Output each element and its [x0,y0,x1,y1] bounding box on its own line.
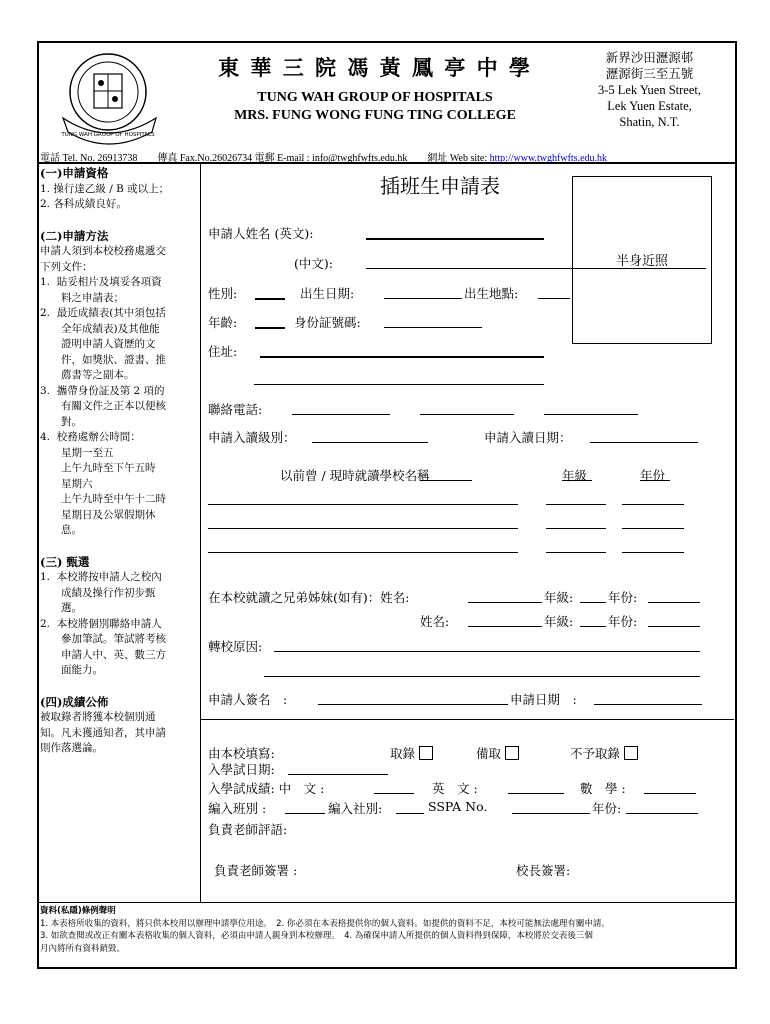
prev-grade-2[interactable] [546,528,606,529]
s2-line: 星期日及公眾假期休 [40,508,156,521]
s4-line: 則作落選論。 [40,742,103,754]
s2-line: 申請人須到本校校務處遞交 [40,245,166,257]
field-name-cn[interactable] [366,268,706,269]
label-scores: 入學試成績: 中 文 : [208,781,325,796]
school-name-en-2: MRS. FUNG WONG FUNG TING COLLEGE [234,108,516,123]
sidebar-divider [200,164,201,902]
field-level[interactable] [312,442,428,443]
label-comment: 負責老師評語: [208,822,288,837]
label-name-cn: (中文): [294,256,333,271]
s2-line: 星期六 [40,477,93,490]
office-divider [201,719,734,720]
s2-line: 2. 最近成績表(其中須包括 [40,307,166,319]
office-title: 由本校填寫: [208,746,275,761]
header-prev-year: 年份 [640,468,666,483]
sidebar: (一)申請資格 1. 操行達乙級 / B 或以上； 2. 各科成績良好。 (二)申請方法 申請人須到本校校務處遞交 下列文件： 1. 貼妥相片及填妥各項資 料之申請表； 2. 最近成績表(其中須包括 全年成績表)及其他能 證明申請人資歷的文 件，如獎狀、證書、推 薦書等之副本。 3. 攜帶身份証及第 2 項的 有關文件之正本以便核 對。 4. 校務處辦公時間： 星期一至五 上午九時至下午五時 星期六 上午九時至中午十二時 星期日及公眾假期休 息。 (三) 甄選 1. 本校將按申請人之校內 成績及操行作初步甄 選。 2. 本校將個別聯絡申請人 參加筆試。筆試將考核 申請人中、英、數三方 面能力。 (四)成績公佈 被取錄者將獲本校個別通 知。凡未獲通知者，其申請 則作落選論。 [40,166,198,757]
privacy-divider [37,902,735,903]
s3-line: 1. 本校將按申請人之校內 [40,571,162,583]
field-sib-name-1[interactable] [468,602,542,603]
s2-list [40,244,198,539]
field-house[interactable] [396,813,424,814]
label-class: 編入班別 : [208,801,267,816]
svg-text:TUNG WAH GROUP OF HOSPITALS: TUNG WAH GROUP OF HOSPITALS [61,132,155,138]
field-pob[interactable] [538,298,570,299]
field-ssps[interactable] [512,813,590,814]
s2-line: 息。 [40,524,82,536]
s3-list [40,570,198,679]
field-phone-2[interactable] [420,414,514,415]
s3-line: 面能力。 [40,664,103,676]
label-phone: 聯絡電話: [208,402,263,417]
label-sign: 申請人簽名 : [208,692,288,707]
s4-line: 知。凡未獲通知者，其申請 [40,726,166,739]
field-sib-year-2[interactable] [648,626,700,627]
field-id[interactable] [384,327,482,328]
field-dob[interactable] [384,298,462,299]
label-sibling: 在本校就讀之兄弟姊妹(如有)：姓名: [208,590,410,605]
privacy-block: 資料(私隱)條例聲明 1. 本表格所收集的資料，將只供本校用以辦理申請學位用途。 2. 你必須在本表格提供你的個人資料。如提供的資料不足，本校可能無法處理有關申請。 3. 如欲查閱或改正有關本表格收集的個人資料，必須由申請人親身到本校辦理。 4. 為確保申請人所提供的個人資料得到保障，本校將於交表後三個 月內將所有資料銷毀。 [40,905,730,955]
label-address: 住址: [208,344,238,359]
field-phone-1[interactable] [292,414,390,415]
field-math[interactable] [644,793,696,794]
field-office-year[interactable] [626,813,698,814]
s2-line: 證明申請人資歷的文 [40,338,156,350]
s4-line: 被取錄者將獲本校個別通 [40,711,156,723]
label-level: 申請入讀級別： [208,430,296,445]
office-admit[interactable]: 取錄 [390,744,433,762]
waitlist-checkbox[interactable] [505,746,519,760]
s2-line: 有關文件之正本以便核 [40,400,166,412]
s2-line: 件，如獎狀、證書、推 [40,353,166,366]
website-link[interactable]: http://www.twghfwfts.edu.hk [489,153,608,164]
s1-title: (一)申請資格 [40,166,109,180]
prev-grade-1[interactable] [546,504,606,505]
label-exam-date: 入學試日期: [208,762,275,777]
s2-line: 3. 攜帶身份証及第 2 項的 [40,384,165,397]
prev-school-3[interactable] [208,552,518,553]
s2-line: 4. 校務處辦公時間： [40,431,141,443]
prev-year-3[interactable] [622,552,684,553]
label-id: 身份証號碼: [294,315,361,330]
s2-line: 對。 [40,415,82,428]
label-pob: 出生地點: [464,286,519,301]
school-name-cn: 東 華 三 院 馮 黃 鳳 亭 中 學 [218,55,532,80]
s3-line: 2. 本校將個別聯絡申請人 [40,617,162,630]
school-logo [58,48,163,148]
field-class[interactable] [285,813,325,814]
s2-line: 上午九時至中午十二時 [40,493,166,505]
field-name-en[interactable] [366,238,544,240]
field-sib-grade-2[interactable] [580,626,606,627]
field-sib-name-2[interactable] [468,626,542,627]
field-sib-year-1[interactable] [648,602,700,603]
prev-grade-3[interactable] [546,552,606,553]
field-chinese[interactable] [374,793,414,794]
field-date[interactable] [590,442,698,443]
contact-line: 電話 Tel. No. 26913738 傳真 Fax.No.26026734 電郵 E-mail : info@twghfwfts.edu.hk 網址 Web site: http://www.twghfwfts.edu.hk [40,153,608,164]
s2-line: 1. 貼妥相片及填妥各項資 [40,276,162,288]
label-sex: 性別: [208,286,238,301]
field-sib-grade-1[interactable] [580,602,606,603]
label-dob: 出生日期: [300,286,355,301]
school-address: 新界沙田瀝源邨 瀝源街三至五號 3-5 Lek Yuen Street, Lek Yuen Estate, Shatin, N.T. [598,51,701,129]
field-exam-date[interactable] [288,774,388,775]
label-name-en: 申請人姓名 (英文): [208,226,314,241]
s3-line: 參加筆試。筆試將考核 [40,633,166,645]
field-address-2[interactable] [254,384,544,385]
prev-year-1[interactable] [622,504,684,505]
s4-list [40,710,198,757]
s2-line: 全年成績表)及其他能 [40,322,160,335]
s2-line: 料之申請表； [40,291,124,304]
s2-line: 下列文件： [40,260,93,273]
label-reason: 轉校原因: [208,639,263,654]
label-principal-sign: 校長簽署: [516,863,571,878]
s3-line: 申請人中、英、數三方 [40,648,166,661]
field-english[interactable] [508,793,564,794]
field-sign-date[interactable] [594,704,702,705]
privacy-title: 資料(私隱)條例聲明 [40,906,116,916]
field-reason-1[interactable] [274,651,700,652]
s3-title: (三) 甄選 [40,554,90,569]
field-sex[interactable] [255,298,285,300]
s3-line: 選。 [40,602,82,614]
prev-school-2[interactable] [208,528,518,529]
prev-year-2[interactable] [622,528,684,529]
s2-title: (二)申請方法 [40,228,109,243]
s2-line: 薦書等之副本。 [40,369,135,381]
label-teacher-sign: 負責老師簽署 : [214,863,298,878]
prev-school-1[interactable] [208,504,518,505]
label-age: 年齡: [208,315,238,330]
label-sign-date: 申請日期 : [510,692,577,707]
header-prev-school: 以前曾 / 現時就讀學校名稱 [280,468,430,483]
office-reject[interactable]: 不予取錄 [570,744,638,762]
photo-label: 半身近照 [615,254,668,269]
field-phone-3[interactable] [544,414,638,415]
admit-checkbox[interactable] [419,746,433,760]
form-title: 插班生申請表 [380,174,500,198]
field-age[interactable] [255,327,285,329]
s2-line: 上午九時至下午五時 [40,462,156,474]
field-reason-2[interactable] [264,676,700,677]
header-prev-grade: 年級 [562,468,588,483]
s2-line: 星期一至五 [40,446,114,459]
s4-title: (四)成績公佈 [40,694,109,709]
reject-checkbox[interactable] [624,746,638,760]
s3-line: 成績及操行作初步甄 [40,586,156,599]
school-name-en-1: TUNG WAH GROUP OF HOSPITALS [257,90,493,105]
field-address-1[interactable] [260,356,544,358]
header-divider [37,162,735,164]
field-sign[interactable] [318,704,508,705]
office-waitlist[interactable]: 備取 [476,744,519,762]
label-date: 申請入讀日期： [484,430,572,445]
